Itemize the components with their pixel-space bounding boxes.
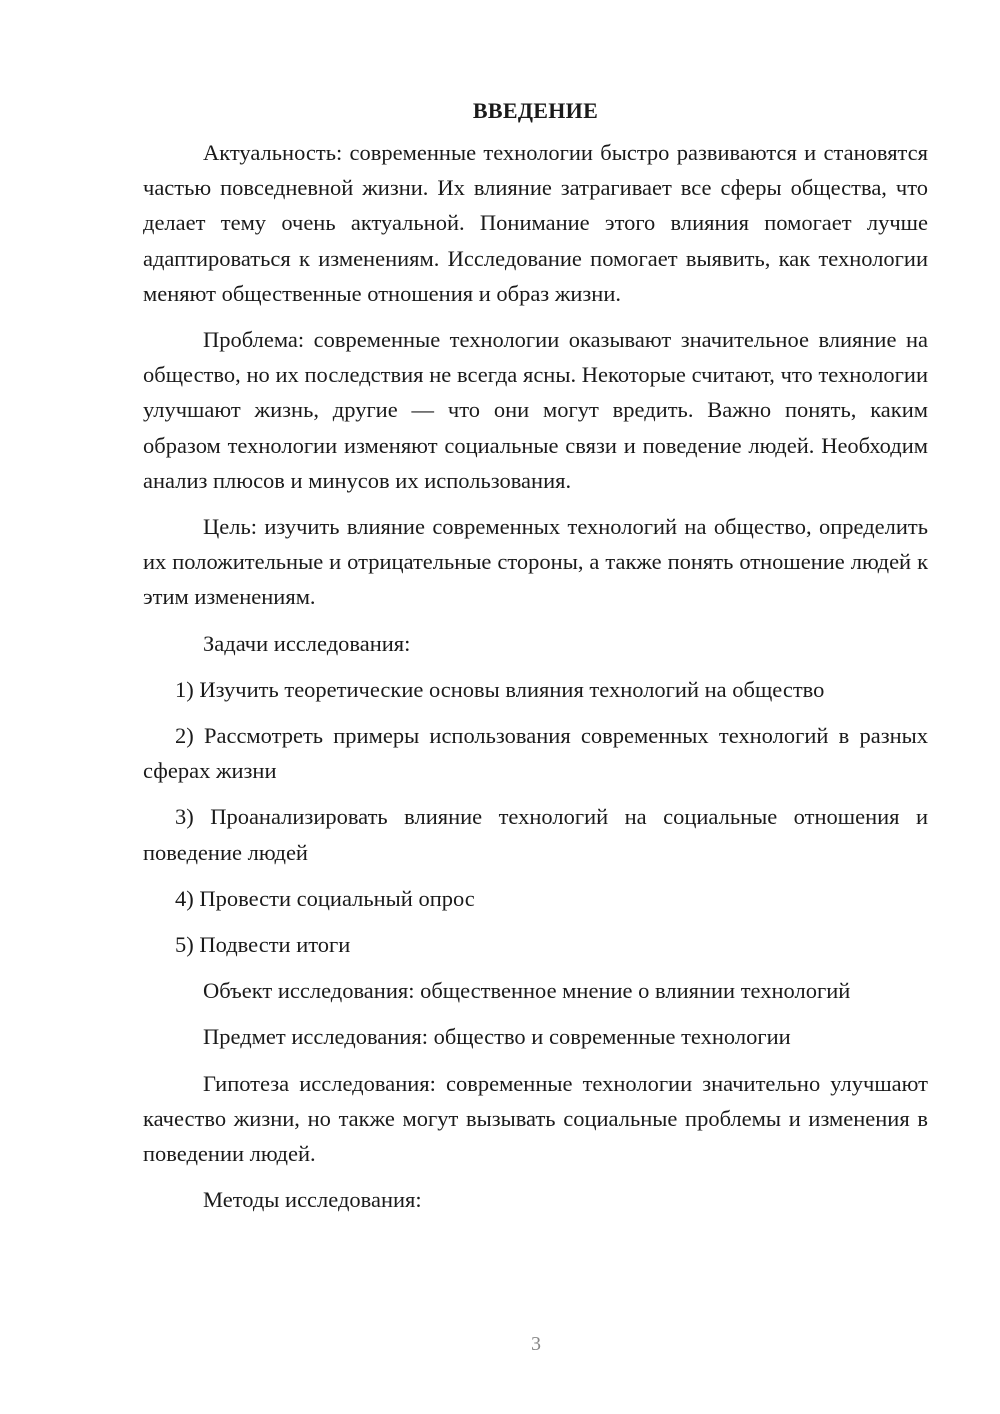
subject-paragraph: Предмет исследования: общество и современные технологии (203, 1024, 791, 1050)
problem-paragraph: Проблема: современные технологии оказывают значительное влияние на общество, но их последствия не всегда ясны. Некоторые считают, что технологии улучшают жизнь, другие — что они могут вредить. Важно понять, каким образом технологии изменяют социальные связи и поведение людей. Необходим анализ плюсов и минусов их использования. (143, 327, 928, 493)
hypothesis-paragraph: Гипотеза исследования: современные технологии значительно улучшают качество жизни, но также могут вызывать социальные проблемы и изменения в поведении людей. (143, 1070, 928, 1167)
relevance-paragraph: Актуальность: современные технологии быстро развиваются и становятся частью повседневной жизни. Их влияние затрагивает все сферы общества, что делает тему очень актуальной. Понимание этого влияния помогает лучше адаптироваться к изменениям. Исследование помогает выявить, как технологии меняют общественные отношения и образ жизни. (143, 140, 928, 306)
task-item-1: 1) Изучить теоретические основы влияния технологий на общество (175, 676, 825, 702)
task-item-2: 2) Рассмотреть примеры использования современных технологий в разных сферах жизни (143, 723, 928, 784)
task-item-5: 5) Подвести итоги (175, 932, 351, 958)
object-paragraph: Объект исследования: общественное мнение о влиянии технологий (203, 978, 851, 1004)
methods-heading: Методы исследования: (203, 1187, 422, 1213)
page-number: 3 (531, 1333, 541, 1355)
goal-paragraph: Цель: изучить влияние современных технологий на общество, определить их положительные и отрицательные стороны, а также понять отношение людей к этим изменениям. (143, 514, 928, 610)
task-item-3: 3) Проанализировать влияние технологий на социальные отношения и поведение людей (143, 804, 928, 865)
tasks-heading: Задачи исследования: (203, 630, 411, 656)
document-page (143, 96, 928, 1217)
section-title: ВВЕДЕНИЕ (472, 98, 599, 123)
task-item-4: 4) Провести социальный опрос (175, 885, 475, 911)
